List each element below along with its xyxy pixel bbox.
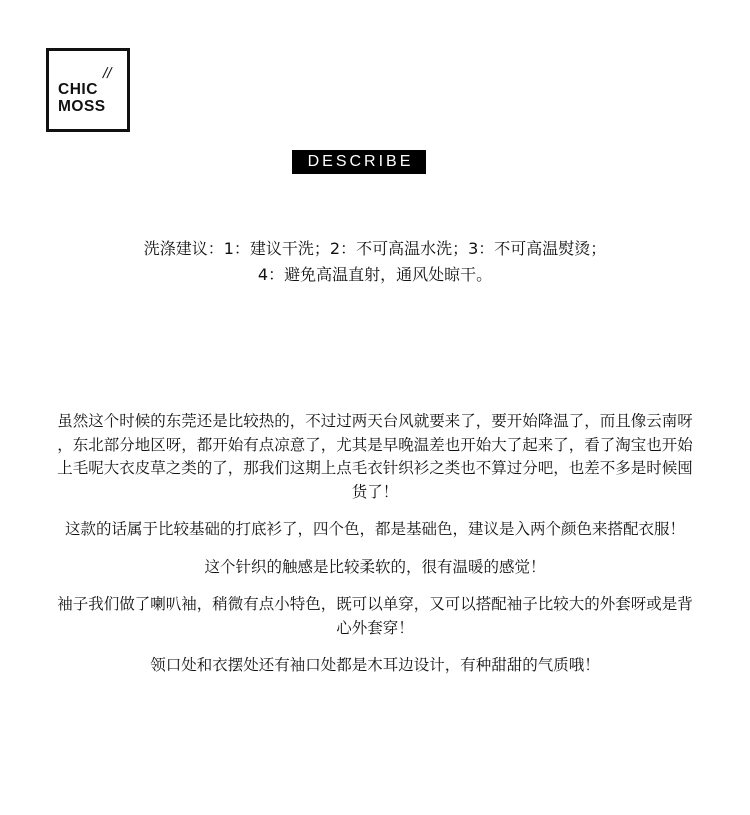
description-paragraph-1: [0, 410, 750, 504]
logo-text-chic: CHIC: [58, 81, 98, 98]
description-line: 虽然这个时候的东莞还是比较热的，不过过两天台风就要来了，要开始降温了，而且像云南呀: [57, 412, 693, 430]
description-paragraph-2: [0, 518, 750, 542]
description-line: ，东北部分地区呀，都开始有点凉意了，尤其是早晚温差也开始大了起来了，看了淘宝也开始: [57, 435, 693, 454]
care-instructions-line-2: 4：避免高温直射，通风处晾干。: [257, 265, 493, 284]
logo-accent-marks: //: [101, 65, 114, 82]
care-instructions: [0, 236, 750, 288]
section-heading: DESCRIBE: [292, 150, 426, 174]
description-line: 这个针织的触感是比较柔软的，很有温暖的感觉！: [204, 557, 546, 576]
description-line: 袖子我们做了喇叭袖，稍微有点小特色，既可以单穿，又可以搭配袖子比较大的外套呀或是背: [57, 595, 693, 613]
description-paragraph-5: [0, 654, 750, 678]
description-line: 领口处和衣摆处还有袖口处都是木耳边设计，有种甜甜的气质哦！: [150, 656, 600, 674]
description-line: 货了！: [351, 482, 399, 501]
product-description: [0, 410, 750, 678]
description-paragraph-4: [0, 593, 750, 640]
description-line: 心外套穿！: [336, 618, 414, 637]
care-instructions-line-1: 洗涤建议：1：建议干洗；2：不可高温水洗；3：不可高温熨烫；: [143, 239, 607, 258]
brand-logo: [46, 48, 130, 132]
description-line: 这款的话属于比较基础的打底衫了，四个色，都是基础色，建议是入两个颜色来搭配衣服！: [64, 520, 685, 538]
logo-text-moss: MOSS: [58, 98, 106, 115]
description-line: 上毛呢大衣皮草之类的了，那我们这期上点毛衣针织衫之类也不算过分吧，也差不多是时候囤: [57, 459, 693, 477]
description-paragraph-3: [0, 556, 750, 580]
